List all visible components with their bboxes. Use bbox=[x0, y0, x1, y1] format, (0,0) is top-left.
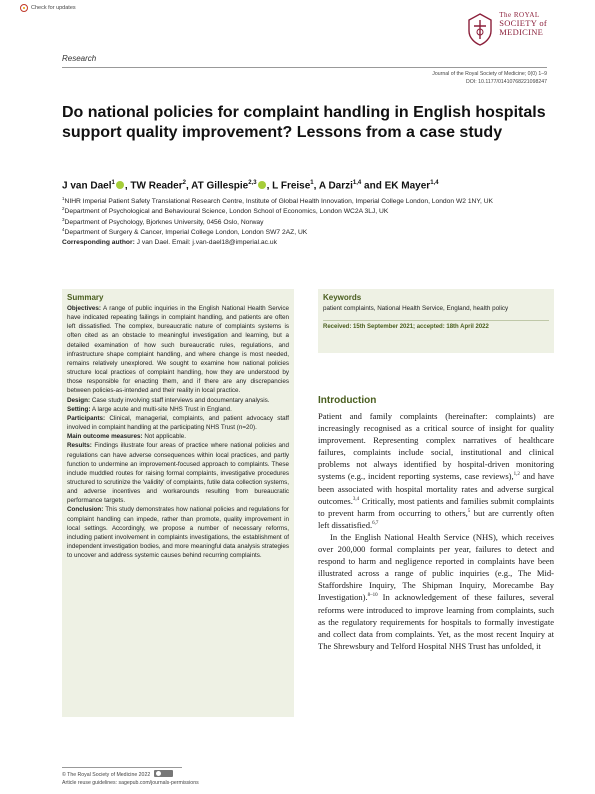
results-text: Findings illustrate four areas of practice where national policies and regulations can have adverse consequences within local practices, and partly function to undermine an improvement-focused approach to complaints. These include muddled routes for raising formal complaints, investigative procedures structured to scrutinize the 'validity' of complaints, futile data collection systems, and adverse incentives and workarounds resulting from bureaucratic performance targets. bbox=[67, 442, 289, 505]
author-affil-ref: 2 bbox=[182, 180, 186, 186]
affiliation-number: 4 bbox=[62, 227, 65, 233]
objectives-text: A range of public inquiries in the English National Health Service have indicated repeating failings in complaint handling, and patients are often left dissatisfied. The complex, bureaucratic nature of complaints systems is often cited as an obstacle to meaningful investigation and learning, but a detailed examination of how such bureaucratic rules, regulations, and infrastructure shape complaint handling, and where change is most needed, remains relatively unexplored. We sought to examine how national policies structure local practices of complaint handling, how they are understood by those responsible for enacting them, and if there are any discrepancies between policies-as-intended and their reality in local practice. bbox=[67, 305, 289, 395]
introduction-heading: Introduction bbox=[318, 395, 377, 406]
author-name[interactable]: AT Gillespie bbox=[191, 180, 249, 192]
author-affil-ref: 1,4 bbox=[430, 180, 439, 186]
affiliation-item bbox=[62, 206, 554, 216]
logo-line-1: The ROYAL bbox=[499, 11, 540, 19]
design-label: Design: bbox=[67, 396, 91, 404]
reference-link[interactable]: 8–10 bbox=[367, 593, 378, 599]
outcome-text: Not applicable. bbox=[142, 433, 186, 441]
outcome-label: Main outcome measures: bbox=[67, 433, 143, 441]
reuse-guidelines-link[interactable]: Article reuse guidelines: sagepub.com/journals-permissions bbox=[62, 780, 199, 787]
results-label: Results: bbox=[67, 442, 92, 450]
summary-box bbox=[62, 289, 294, 717]
received-accepted-dates: Received: 15th September 2021; accepted: 18th April 2022 bbox=[323, 324, 489, 331]
setting-text: A large acute and multi-site NHS Trust in England. bbox=[90, 405, 232, 413]
objectives-label: Objectives: bbox=[67, 305, 101, 312]
logo-line-3: MEDICINE bbox=[499, 27, 544, 38]
page-footer bbox=[62, 770, 199, 788]
doi-link[interactable]: DOI: 10.1177/01410768221098247 bbox=[466, 79, 547, 86]
author-name[interactable]: EK Mayer bbox=[384, 180, 431, 192]
summary-participants bbox=[67, 414, 289, 432]
affiliation-item bbox=[62, 217, 554, 227]
author-affil-ref: 1 bbox=[310, 180, 314, 186]
affiliations bbox=[62, 196, 554, 247]
author-affil-ref: 1,4 bbox=[352, 180, 362, 186]
orcid-icon[interactable] bbox=[258, 181, 266, 189]
summary-objectives bbox=[67, 304, 289, 396]
author-affil-ref: 1 bbox=[111, 180, 115, 186]
conclusion-text: This study demonstrates how national policies and regulations for complaint handling can impede, rather than promote, quality improvement in local settings. Accordingly, we propose a number of necessary reforms, including patient involvement in complaints investigations, the establishment of independent investigation bodies, and more meaningful data analysis strategies to uncover and address systemic causes behind recurring complaints. bbox=[67, 506, 289, 560]
header-divider bbox=[62, 67, 547, 68]
author-affil-ref: 2,3 bbox=[248, 180, 257, 186]
affiliation-number: 3 bbox=[62, 216, 65, 222]
corresponding-contact[interactable]: J van Dael. Email: j.van-dael18@imperial.ac.uk bbox=[134, 238, 277, 246]
intro-paragraph bbox=[318, 531, 554, 652]
author-name[interactable]: TW Reader bbox=[130, 180, 183, 192]
author-name[interactable]: L Freise bbox=[272, 180, 311, 192]
author-list: J van Dael$^1$ , TW Reader$^2$, AT Gillespie$^{2,3}$ , L Freise$^1$, A Darzi$^{1,4}$ and EK Mayer$^{1,4}$ bbox=[62, 180, 439, 192]
intro-text: In the English National Health Service (NHS), which receives over 200,000 formal complaints per year, failures to detect and respond to harm and negligence reported in complaints have been illustrated across a range of public inquiries (e.g., The Mid-Staffordshire Inquiry, The Shipman Inquiry, Morecambe Bay Investigation). bbox=[318, 531, 554, 603]
conclusion-label: Conclusion: bbox=[67, 506, 104, 514]
participants-label: Participants: bbox=[67, 414, 106, 422]
journal-logo bbox=[465, 12, 547, 46]
creative-commons-icon[interactable] bbox=[154, 770, 173, 777]
copyright-text: © The Royal Society of Medicine 2022 bbox=[62, 772, 151, 778]
update-badge-label: Check for updates bbox=[31, 5, 76, 11]
logo-line-2: SOCIETY of bbox=[499, 18, 547, 29]
author-name[interactable]: A Darzi bbox=[318, 180, 353, 192]
keywords-list: patient complaints, National Health Service, England, health policy bbox=[323, 305, 509, 312]
summary-design bbox=[67, 396, 289, 405]
keywords-divider bbox=[323, 320, 549, 321]
orcid-icon[interactable] bbox=[116, 181, 124, 189]
keywords-heading: Keywords bbox=[323, 293, 362, 302]
update-check-icon bbox=[20, 4, 28, 12]
check-for-updates-badge[interactable] bbox=[20, 4, 76, 12]
affiliation-text: Department of Psychology, Bjorknes University, 0456 Oslo, Norway bbox=[64, 219, 264, 227]
article-title: Do national policies for complaint handling in English hospitals support quality improvement? Lessons from a case study bbox=[62, 104, 546, 142]
affiliation-item bbox=[62, 196, 554, 206]
author-name[interactable]: J van Dael bbox=[62, 180, 112, 192]
affiliation-number: 2 bbox=[62, 206, 65, 212]
affiliation-text: Department of Surgery & Cancer, Imperial College London, London SW7 2AZ, UK bbox=[64, 229, 308, 237]
intro-paragraph bbox=[318, 410, 554, 531]
summary-setting bbox=[67, 405, 289, 414]
reference-link[interactable]: 3,4 bbox=[352, 496, 360, 502]
journal-meta bbox=[432, 70, 547, 86]
footer-divider bbox=[62, 767, 182, 768]
intro-text: Critically, most patients and families submit complaints to prevent harm from occurring to others, bbox=[318, 495, 554, 518]
journal-citation: Journal of the Royal Society of Medicine; 0(0) 1–9 bbox=[432, 71, 547, 77]
affiliation-number: 1 bbox=[62, 196, 65, 201]
reference-link[interactable]: 6,7 bbox=[372, 521, 379, 526]
summary-outcome bbox=[67, 432, 289, 441]
copyright-line bbox=[62, 770, 199, 779]
intro-text: Patient and family complaints (hereinafter: complaints) are increasingly recognised as a critical source of insight for quality improvement. Representing complex narratives of healthcare failures, complaints include social, institutional and clinical problems not always identified by hospital-driven monitoring systems (e.g., incident reporting systems, case reviews), bbox=[318, 411, 554, 482]
participants-text: Clinical, managerial, complaints, and patient advocacy staff involved in complaint handling at the participating NHS Trust (n=20). bbox=[67, 414, 289, 432]
affiliation-item bbox=[62, 227, 554, 237]
design-text: Case study involving staff interviews and documentary analysis. bbox=[90, 396, 270, 404]
setting-label: Setting: bbox=[67, 405, 91, 413]
keywords-box bbox=[318, 289, 554, 353]
corresponding-label: Corresponding author: bbox=[62, 238, 135, 246]
intro-text: and have been associated with hospital mortality rates and adverse surgical outcomes. bbox=[318, 471, 555, 506]
society-crest-icon bbox=[465, 12, 495, 46]
summary-heading: Summary bbox=[67, 293, 104, 302]
introduction-body bbox=[318, 410, 554, 652]
summary-results bbox=[67, 441, 289, 505]
intro-text: but are currently often left dissatisfied. bbox=[318, 507, 555, 530]
summary-conclusion bbox=[67, 505, 289, 560]
section-label: Research bbox=[62, 54, 97, 63]
intro-text: In acknowledgement of these failures, several reforms were introduced to improve learning from complaints, such as the regulatory requirements for hospitals to formally investigate and collect data from complaints. Yet, as the most recent Inquiry at The Shrewsbury and Telford Hospital NHS Trust has unfolded, it bbox=[318, 592, 554, 651]
affiliation-text: NIHR Imperial Patient Safety Translational Research Centre, Institute of Global Health Innovation, Imperial College London, London W2 1NY, UK bbox=[64, 198, 493, 206]
affiliation-text: Department of Psychological and Behavioural Science, London School of Economics, London WC2A 3LJ, UK bbox=[64, 208, 389, 216]
reference-link[interactable]: 5 bbox=[467, 508, 471, 514]
corresponding-author bbox=[62, 238, 554, 247]
reference-link[interactable]: 1,2 bbox=[513, 472, 520, 478]
